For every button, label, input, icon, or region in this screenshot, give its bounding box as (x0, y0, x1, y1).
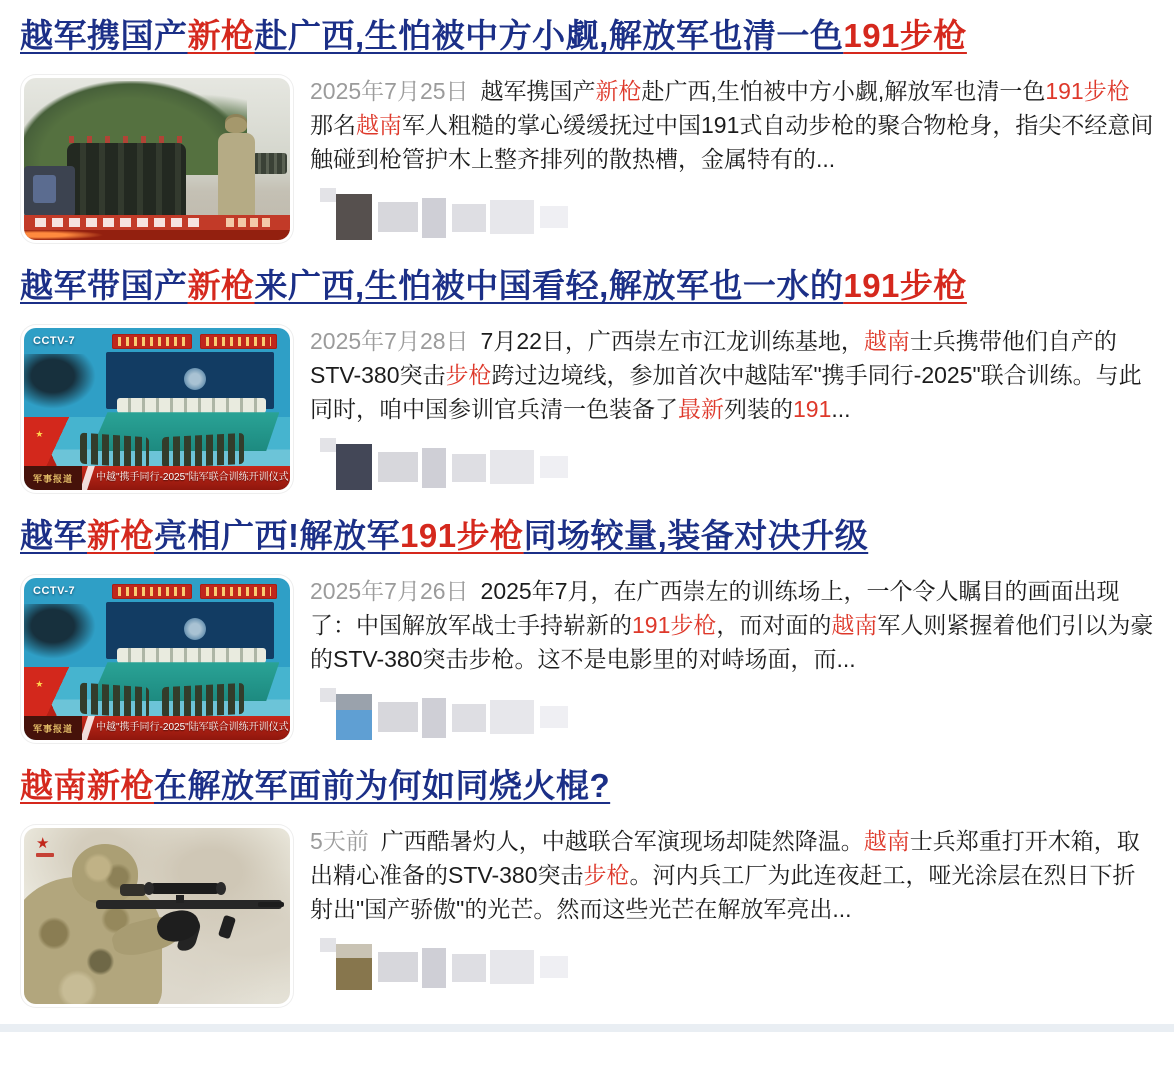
result-text-column (310, 74, 1154, 238)
text-segment: 越南 (831, 612, 878, 638)
text-segment: 越军带国产 (20, 267, 188, 304)
text-segment: 列装的 (724, 396, 793, 422)
text-segment: 191 (793, 396, 832, 422)
rifle-shape (96, 900, 282, 909)
result-snippet (310, 824, 1154, 926)
search-result (0, 264, 1174, 494)
caption-bar (24, 466, 290, 490)
snippet-text (310, 828, 1140, 922)
text-segment: 越南 (863, 328, 910, 354)
result-body (20, 824, 1154, 1008)
troop-block-shape (162, 433, 244, 468)
redacted-block (378, 702, 418, 732)
search-result (0, 14, 1174, 244)
source-avatar-redacted (336, 444, 372, 490)
text-segment: 来广西,生怕被中国看轻,解放军也一水的 (254, 267, 844, 304)
result-title-link[interactable] (20, 264, 1154, 308)
redacted-block (540, 956, 568, 978)
redacted-block (452, 954, 486, 982)
text-segment: 191步枪 (843, 17, 967, 54)
text-segment: 士兵携带他们自产的STV-380突击 (310, 328, 1117, 388)
banner-shape (112, 584, 192, 599)
source-redacted[interactable] (310, 186, 1154, 238)
source-redacted[interactable] (310, 436, 1154, 488)
channel-logo: CCTV-7 (33, 585, 76, 597)
text-segment: 。河内兵工厂为此连夜赶工，哑光涂层在烈日下折射出"国产骄傲"的光芒。然而这些光芒在解放军亮出... (310, 862, 1136, 922)
source-avatar-redacted (336, 944, 372, 990)
result-title-link[interactable] (20, 14, 1154, 58)
text-segment: 士兵郑重打开木箱，取出精心准备的STV-380突击 (310, 828, 1140, 888)
text-segment: 赴广西,生怕被中方小觑,解放军也清一色 (641, 78, 1046, 104)
redacted-block (378, 452, 418, 482)
redacted-block (540, 706, 568, 728)
search-result (0, 514, 1174, 744)
banner-shape (200, 334, 277, 349)
scope-shape (149, 883, 221, 894)
caption-bar (24, 716, 290, 740)
text-segment: 军人则紧握着他们引以为豪的STV-380突击步枪。这不是电影里的对峙场面，而... (310, 612, 1154, 672)
text-segment: 越南新枪 (20, 767, 154, 804)
text-segment: 同场较量,装备对决升级 (523, 517, 869, 554)
caption-text: 中越"携手同行-2025"陆军联合训练开训仪式 (82, 716, 290, 740)
text-segment: 亮相广西!解放军 (154, 517, 400, 554)
thumbnail-photo (24, 78, 290, 240)
text-segment: 步枪 (583, 862, 630, 888)
result-body (20, 324, 1154, 494)
redacted-block (490, 450, 534, 484)
text-segment: 新枪 (595, 78, 642, 104)
seated-row-shape (117, 648, 266, 663)
result-thumbnail[interactable] (20, 574, 294, 744)
result-body (20, 574, 1154, 744)
redacted-block (422, 698, 446, 738)
text-segment: 赴广西,生怕被中方小觑,解放军也清一色 (254, 17, 844, 54)
troop-formation-shape (67, 143, 187, 216)
text-segment: 191步枪 (400, 517, 524, 554)
redacted-block (422, 198, 446, 238)
program-badge: 军事报道 (24, 466, 82, 490)
redacted-block (422, 448, 446, 488)
red-flag-shape (24, 417, 105, 469)
banner-shape (200, 584, 277, 599)
text-segment: 新枪 (187, 267, 255, 304)
redacted-block (320, 688, 336, 702)
result-title-link[interactable] (20, 764, 1154, 808)
text-segment: 7月22日，广西崇左市江龙训练基地， (480, 328, 864, 354)
text-segment: 在解放军面前为何如同烧火棍? (154, 767, 611, 804)
result-text-column (310, 574, 1154, 738)
redacted-block (540, 456, 568, 478)
result-date: 2025年7月25日 (310, 78, 469, 104)
seated-row-shape (117, 398, 266, 413)
redacted-block (378, 202, 418, 232)
text-segment: 那名 (310, 112, 356, 138)
result-snippet (310, 74, 1154, 176)
page-bottom-strip (0, 1024, 1174, 1032)
news-subticker-bar (24, 230, 290, 240)
thumbnail-photo (24, 328, 290, 490)
text-segment: 新枪 (87, 517, 154, 554)
scope-mount-shape (176, 895, 184, 903)
redacted-block (452, 204, 486, 232)
program-badge: 军事报道 (24, 716, 82, 740)
source-redacted[interactable] (310, 686, 1154, 738)
redacted-block (378, 952, 418, 982)
text-segment: 军人粗糙的掌心缓缓抚过中国191式自动步枪的聚合物枪身，指尖不经意间触碰到枪管护木上整齐排列的散热槽，金属特有的... (310, 112, 1154, 172)
vehicle-shape (24, 166, 75, 218)
result-snippet (310, 324, 1154, 426)
text-segment: 越南 (863, 828, 910, 854)
text-segment: 191步枪 (843, 267, 967, 304)
result-title-link[interactable] (20, 514, 1154, 558)
text-segment: 越军携国产 (480, 78, 596, 104)
channel-logo: CCTV-7 (33, 335, 76, 347)
redacted-block (320, 438, 336, 452)
text-segment: 越军携国产 (20, 17, 188, 54)
search-result (0, 764, 1174, 1008)
text-segment: 越军 (20, 517, 87, 554)
text-segment: 最新 (678, 396, 724, 422)
star-logo-icon: ★ (36, 836, 54, 857)
result-date: 2025年7月26日 (310, 578, 469, 604)
redacted-block (490, 700, 534, 734)
text-segment: 步枪 (445, 362, 492, 388)
result-date: 5天前 (310, 828, 369, 854)
audience-shape (24, 354, 96, 409)
result-text-column (310, 324, 1154, 488)
caption-text: 中越"携手同行-2025"陆军联合训练开训仪式 (82, 466, 290, 490)
text-segment: 191步枪 (632, 612, 717, 638)
redacted-block (452, 704, 486, 732)
text-segment: 2025年7月，在广西崇左的训练场上，一个令人瞩目的画面出现了：中国解放军战士手持崭新的 (310, 578, 1120, 638)
thumbnail-photo (24, 578, 290, 740)
text-segment: ，而对面的 (716, 612, 832, 638)
source-avatar-redacted (336, 694, 372, 740)
text-segment: 越南 (356, 112, 402, 138)
result-date: 2025年7月28日 (310, 328, 469, 354)
result-snippet (310, 574, 1154, 676)
redacted-block (320, 188, 336, 202)
redacted-block (490, 200, 534, 234)
result-thumbnail[interactable] (20, 824, 294, 1008)
result-thumbnail[interactable] (20, 324, 294, 494)
news-ticker-bar (24, 215, 290, 230)
red-flag-shape (24, 667, 105, 719)
goggles-shape (120, 884, 146, 896)
text-segment: 191步枪 (1045, 78, 1130, 104)
thumbnail-photo (24, 828, 290, 1004)
redacted-block (452, 454, 486, 482)
redacted-block (320, 938, 336, 952)
audience-shape (24, 604, 96, 659)
text-segment: 跨过边境线，参加首次中越陆军"携手同行-2025"联合训练。与此同时，咱中国参训官兵清一色装备了 (310, 362, 1142, 422)
source-redacted[interactable] (310, 936, 1154, 988)
result-body (20, 74, 1154, 244)
result-text-column (310, 824, 1154, 988)
grip-shape (218, 915, 236, 940)
text-segment: 广西酷暑灼人，中越联合军演现场却陡然降温。 (380, 828, 864, 854)
banner-shape (112, 334, 192, 349)
distant-troops-shape (253, 153, 288, 174)
redacted-block (422, 948, 446, 988)
officer-figure-shape (218, 133, 255, 216)
source-avatar-redacted (336, 194, 372, 240)
text-segment: 新枪 (187, 17, 255, 54)
redacted-block (540, 206, 568, 228)
troop-block-shape (162, 683, 244, 718)
text-segment: ... (831, 396, 851, 422)
redacted-block (490, 950, 534, 984)
result-thumbnail[interactable] (20, 74, 294, 244)
